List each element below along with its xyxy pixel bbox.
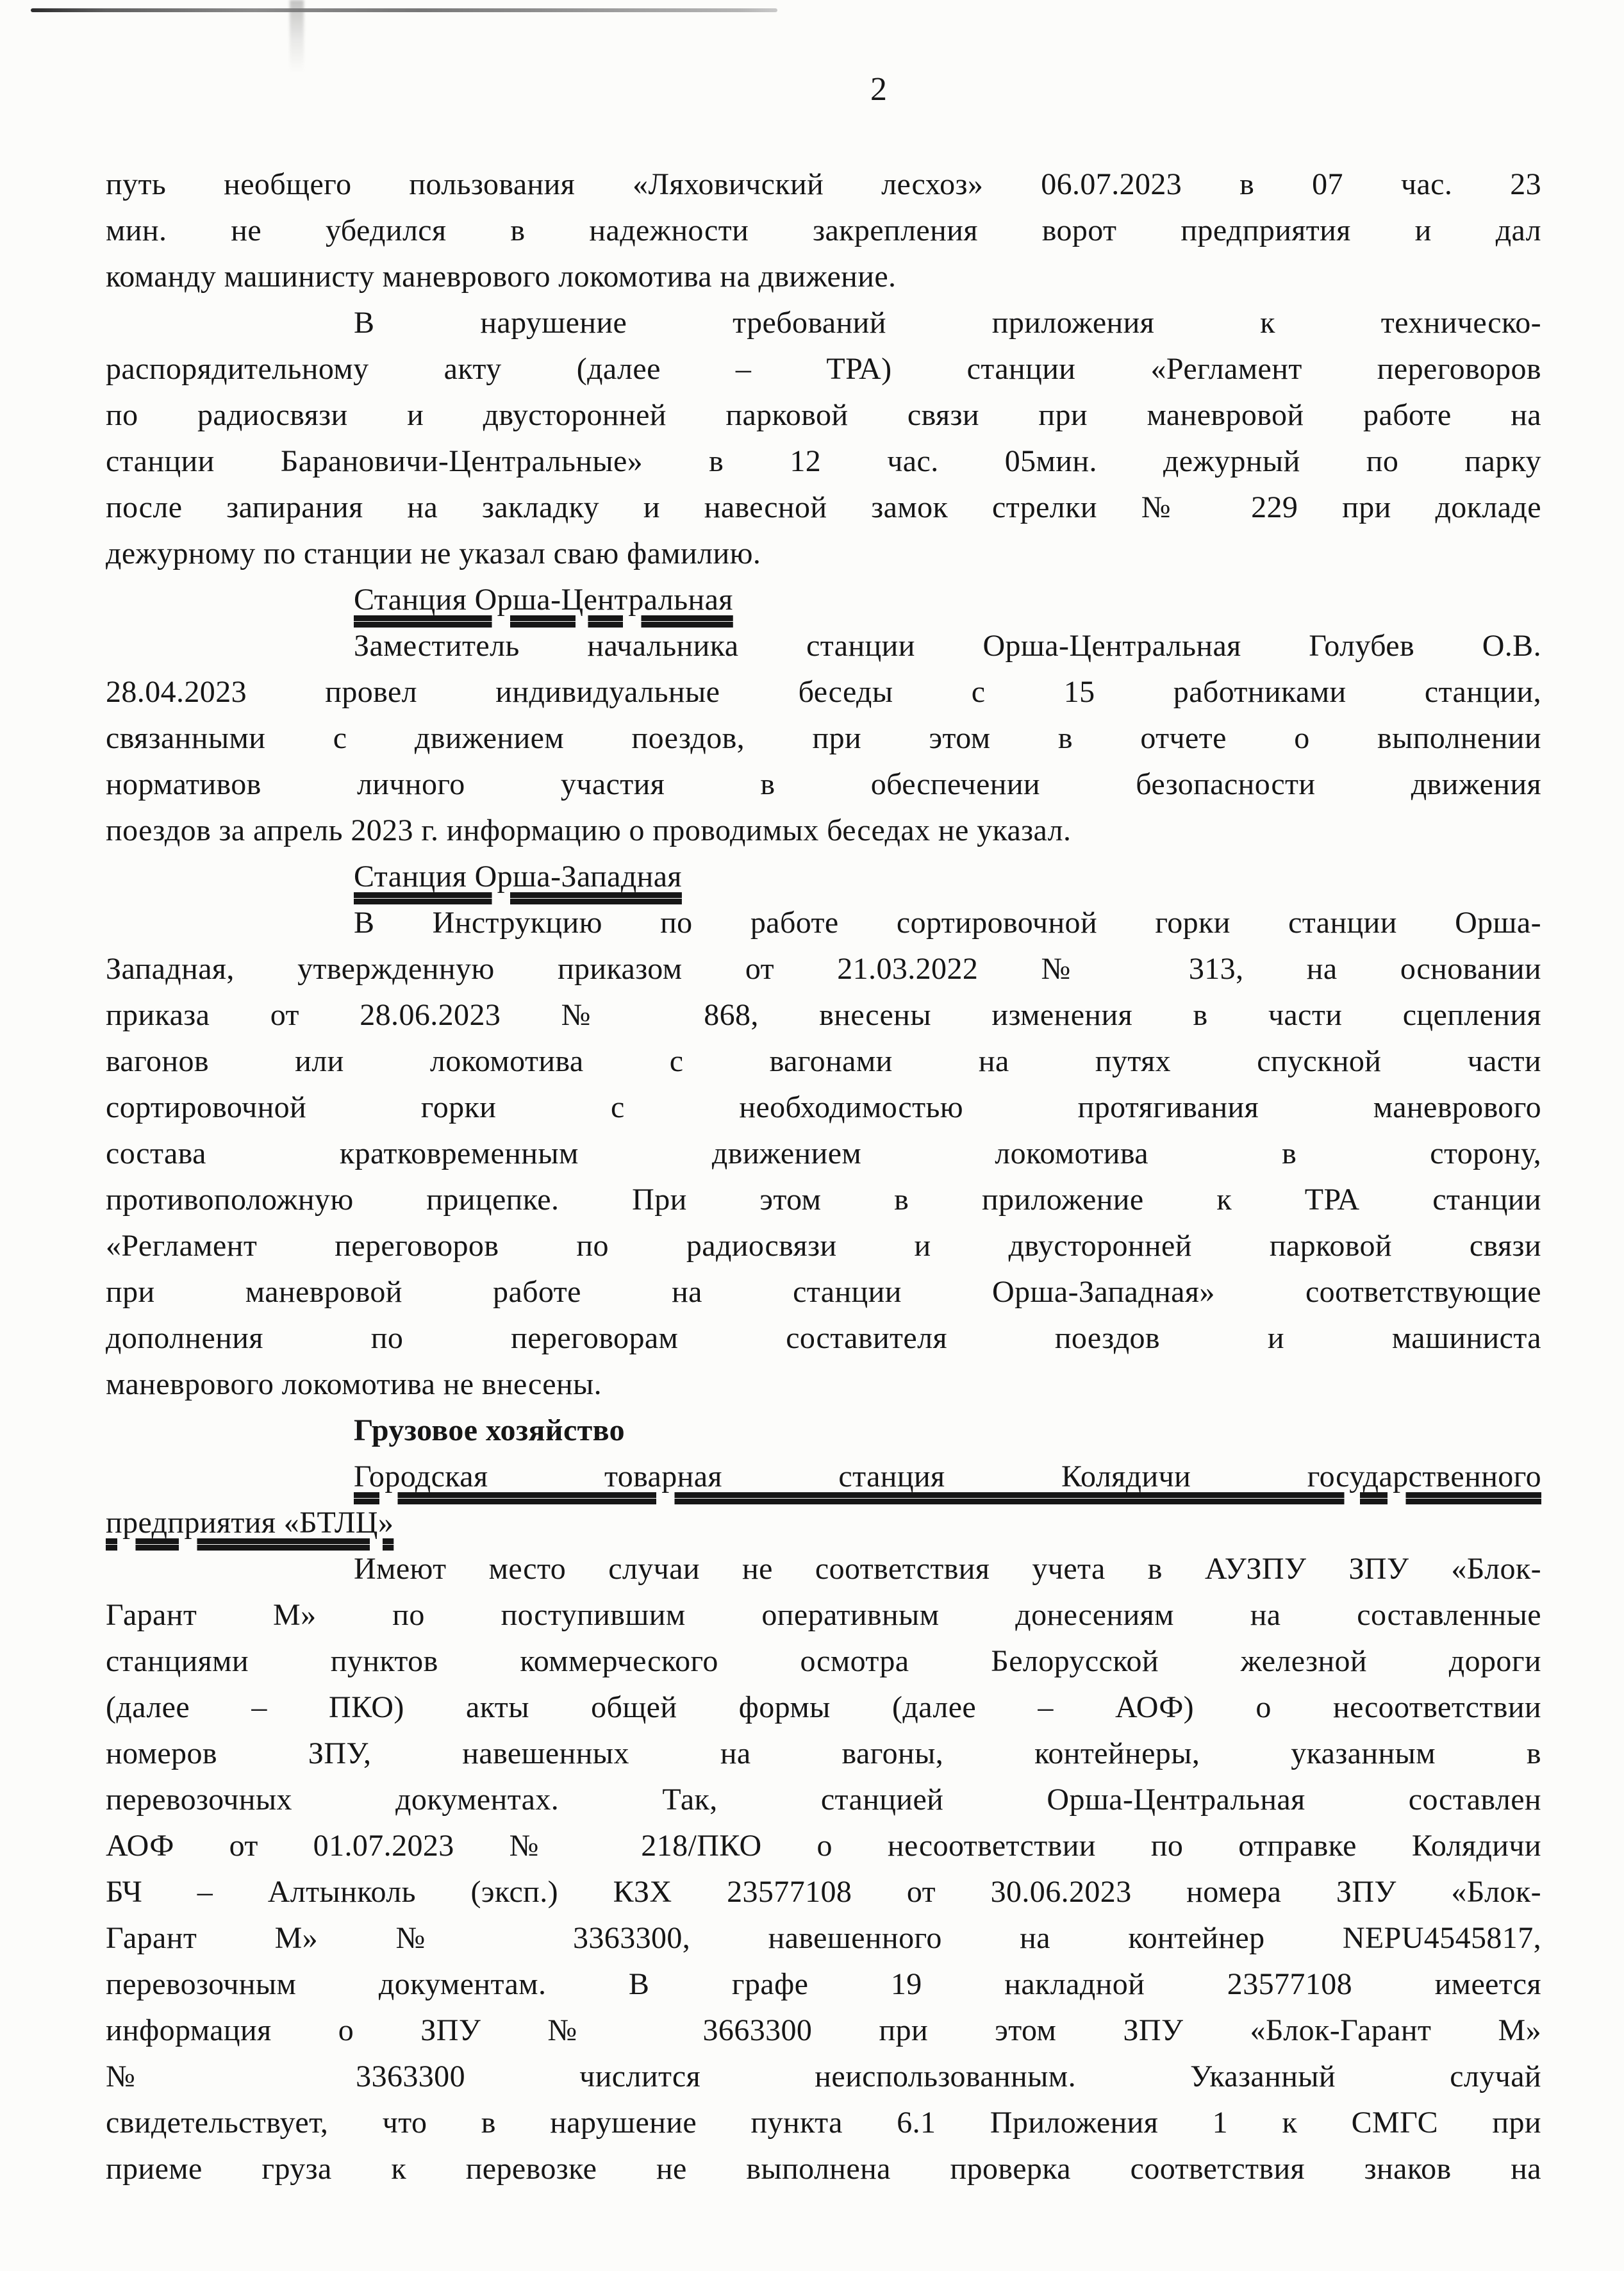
scan-artifact-line: [31, 8, 777, 12]
text-line: нормативов личного участия в обеспечении безопасности движения: [106, 767, 1541, 801]
document-body: [106, 162, 1541, 2192]
text-line: после запирания на закладку и навесной замок стрелки № 229 при докладе: [106, 490, 1541, 524]
text-line: Заместитель начальника станции Орша-Центральная Голубев О.В.: [354, 629, 1541, 663]
text-line: вагонов или локомотива с вагонами на путях спускной части: [106, 1044, 1541, 1078]
text-line: дежурному по станции не указал сваю фамилию.: [106, 537, 761, 570]
text-line: В Инструкцию по работе сортировочной горки станции Орша-: [354, 906, 1541, 940]
text-line: № 3363300 числится неиспользованным. Указанный случай: [106, 2059, 1541, 2093]
text-line: приказа от 28.06.2023 № 868, внесены изменения в части сцепления: [106, 998, 1541, 1032]
text-line: 28.04.2023 провел индивидуальные беседы с 15 работниками станции,: [106, 675, 1541, 709]
scan-artifact-smudge: [290, 0, 304, 72]
text-line: противоположную прицепке. При этом в приложение к ТРА станции: [106, 1183, 1541, 1217]
text-line: сортировочной горки с необходимостью протягивания маневрового: [106, 1090, 1541, 1124]
page-number: 2: [870, 71, 887, 108]
text-line: станциями пунктов коммерческого осмотра Белорусской железной дороги: [106, 1644, 1541, 1678]
text-line: станции Барановичи-Центральные» в 12 час. 05мин. дежурный по парку: [106, 444, 1541, 478]
text-line: БЧ – Алтынколь (эксп.) КЗХ 23577108 от 30.06.2023 номера ЗПУ «Блок-: [106, 1875, 1541, 1909]
text-line: Городская товарная станция Колядичи государственного: [354, 1460, 1541, 1493]
text-line: команду машинисту маневрового локомотива на движение.: [106, 260, 897, 294]
text-line: мин. не убедился в надежности закрепления ворот предприятия и дал: [106, 213, 1541, 247]
text-line: приеме груза к перевозке не выполнена проверка соответствия знаков на: [106, 2152, 1541, 2186]
text-line: поездов за апрель 2023 г. информацию о проводимых беседах не указал.: [106, 813, 1072, 847]
text-line: Имеют место случаи не соответствия учета в АУЗПУ ЗПУ «Блок-: [354, 1552, 1541, 1586]
text-line: перевозочным документам. В графе 19 накладной 23577108 имеется: [106, 1967, 1541, 2001]
text-line: свидетельствует, что в нарушение пункта 6.1 Приложения 1 к СМГС при: [106, 2106, 1541, 2140]
text-line: распорядительному акту (далее – ТРА) станции «Регламент переговоров: [106, 352, 1541, 386]
text-line: Станция Орша-Западная: [354, 860, 682, 894]
text-line: (далее – ПКО) акты общей формы (далее – АОФ) о несоответствии: [106, 1690, 1541, 1724]
text-line: связанными с движением поездов, при этом в отчете о выполнении: [106, 721, 1541, 755]
text-line: информация о ЗПУ № 3663300 при этом ЗПУ «Блок-Гарант М»: [106, 2013, 1541, 2047]
text-line: перевозочных документах. Так, станцией Орша-Центральная составлен: [106, 1783, 1541, 1817]
text-line: АОФ от 01.07.2023 № 218/ПКО о несоответствии по отправке Колядичи: [106, 1829, 1541, 1863]
text-line: Станция Орша-Центральная: [354, 583, 733, 617]
text-line: при маневровой работе на станции Орша-Западная» соответствующие: [106, 1275, 1541, 1309]
text-line: состава кратковременным движением локомотива в сторону,: [106, 1136, 1541, 1170]
text-line: по радиосвязи и двусторонней парковой связи при маневровой работе на: [106, 398, 1541, 432]
text-line: «Регламент переговоров по радиосвязи и двусторонней парковой связи: [106, 1229, 1541, 1263]
text-line: предприятия «БТЛЦ»: [106, 1506, 394, 1540]
text-line: маневрового локомотива не внесены.: [106, 1367, 602, 1401]
text-line: В нарушение требований приложения к техническо-: [354, 306, 1541, 340]
text-line: путь необщего пользования «Ляховичский лесхоз» 06.07.2023 в 07 час. 23: [106, 167, 1541, 201]
text-line: Гарант М» № 3363300, навешенного на контейнер NEPU4545817,: [106, 1921, 1541, 1955]
text-line: Гарант М» по поступившим оперативным донесениям на составленные: [106, 1598, 1541, 1632]
text-line: Грузовое хозяйство: [354, 1413, 626, 1447]
text-line: Западная, утвержденную приказом от 21.03.2022 № 313, на основании: [106, 952, 1541, 986]
text-line: дополнения по переговорам составителя поездов и машиниста: [106, 1321, 1541, 1355]
text-line: номеров ЗПУ, навешенных на вагоны, контейнеры, указанным в: [106, 1736, 1541, 1770]
